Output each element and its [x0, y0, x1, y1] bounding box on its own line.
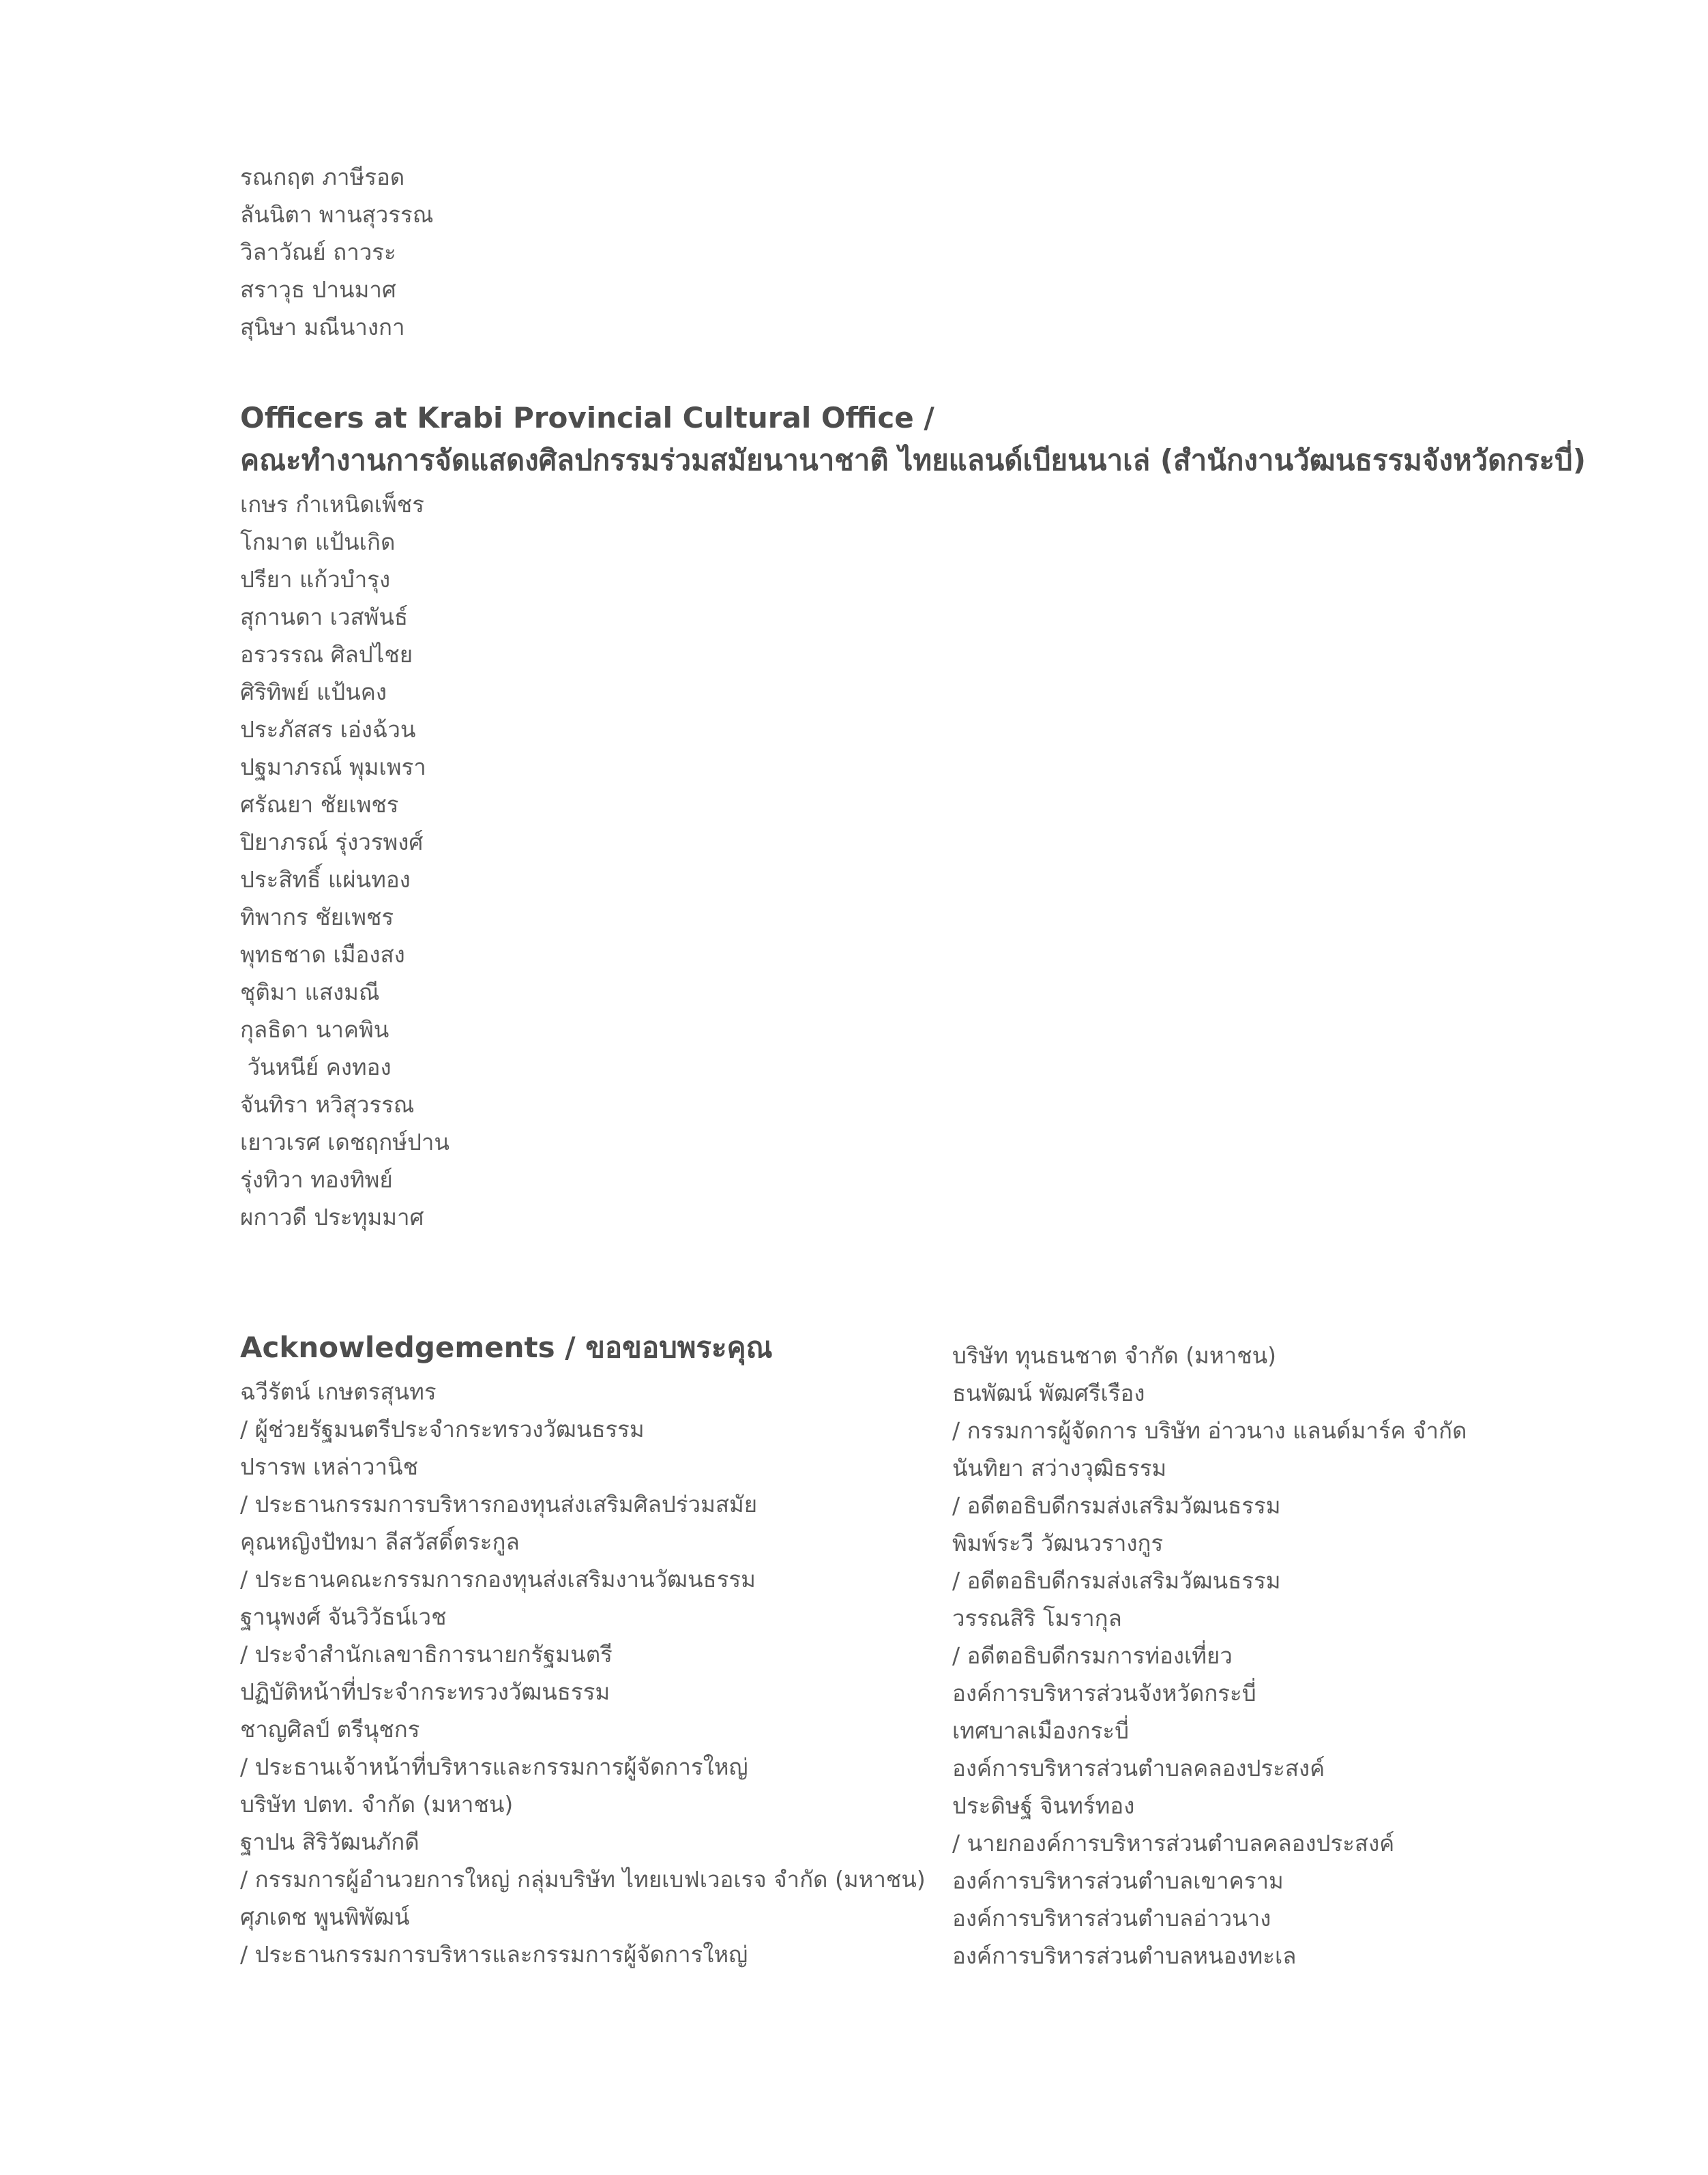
list-item: เยาวเรศ เดชฤกษ์ปาน [240, 1129, 450, 1155]
list-item: ประภัสสร เอ่งฉ้วน [240, 716, 416, 743]
list-item: อรวรรณ ศิลปไชย [240, 641, 413, 668]
list-item: สราวุธ ปานมาศ [240, 276, 396, 303]
list-item: ชุติมา แสงมณี [240, 979, 380, 1005]
list-item: พิมพ์ระวี วัฒนวรางกูร [952, 1530, 1164, 1556]
list-item: ศุภเดช พูนพิพัฒน์ [240, 1904, 410, 1930]
list-item: ปรียา แก้วบำรุง [240, 566, 391, 593]
list-item: ทิพากร ชัยเพชร [240, 904, 394, 930]
list-item: เทศบาลเมืองกระบี่ [952, 1717, 1130, 1744]
list-item: องค์การบริหารส่วนตำบลหนองทะเล [952, 1942, 1297, 1969]
acknowledgements-right-column [952, 1337, 1467, 1974]
list-item: / ประธานเจ้าหน้าที่บริหารและกรรมการผู้จัดการใหญ่ [240, 1754, 748, 1780]
list-item: ศิริทิพย์ แป้นคง [240, 679, 387, 705]
list-item: ฐาปน สิริวัฒนภักดี [240, 1829, 419, 1855]
list-item: ชาญศิลป์ ตรีนุชกร [240, 1716, 420, 1743]
list-item: จันทิรา หวิสุวรรณ [240, 1091, 415, 1118]
list-item: ศรัณยา ชัยเพชร [240, 791, 399, 818]
list-item: วันหนีย์ คงทอง [240, 1054, 392, 1080]
list-item: / อดีตอธิบดีกรมการท่องเที่ยว [952, 1642, 1233, 1669]
list-item: / อดีตอธิบดีกรมส่งเสริมวัฒนธรรม [952, 1567, 1281, 1594]
list-item: กุลธิดา นาคพิน [240, 1016, 389, 1043]
top-names-list [240, 158, 433, 346]
list-item: ปฐมาภรณ์ พุมเพรา [240, 754, 426, 780]
list-item: / อดีตอธิบดีกรมส่งเสริมวัฒนธรรม [952, 1492, 1281, 1519]
list-item: ปรารพ เหล่าวานิช [240, 1453, 418, 1480]
list-item: วรรณสิริ โมรากุล [952, 1605, 1122, 1631]
list-item: โกมาต แป้นเกิด [240, 529, 396, 555]
list-item: ลันนิตา พานสุวรรณ [240, 201, 434, 228]
list-item: / ผู้ช่วยรัฐมนตรีประจำกระทรวงวัฒนธรรม [240, 1416, 645, 1442]
list-item: ปฏิบัติหน้าที่ประจำกระทรวงวัฒนธรรม [240, 1678, 610, 1705]
list-item: เกษร กำเหนิดเพ็ชร [240, 491, 424, 518]
list-item: วิลาวัณย์ ถาวระ [240, 239, 396, 265]
list-item: นันทิยา สว่างวุฒิธรรม [952, 1455, 1167, 1481]
acknowledgements-left-list [240, 1373, 926, 1973]
list-item: องค์การบริหารส่วนตำบลเขาคราม [952, 1867, 1284, 1894]
list-item: สุนิษา มณีนางกา [240, 314, 405, 340]
list-item: ฉวีรัตน์ เกษตรสุนทร [240, 1378, 437, 1405]
list-item: รุ่งทิวา ทองทิพย์ [240, 1166, 393, 1193]
list-item: ปิยาภรณ์ รุ่งวรพงศ์ [240, 829, 424, 855]
list-item: พุทธชาด เมืองสง [240, 941, 405, 968]
list-item: ธนพัฒน์ พัฒศรีเรือง [952, 1380, 1145, 1406]
list-item: / ประธานกรรมการบริหารกองทุนส่งเสริมศิลปร่วมสมัย [240, 1491, 758, 1518]
list-item: ประดิษฐ์ จินทร์ทอง [952, 1792, 1135, 1819]
officers-heading-th: คณะทำงานการจัดแสดงศิลปกรรมร่วมสมัยนานาชาติ ไทยแลนด์เบียนนาเล่ (สำนักงานวัฒนธรรมจังหวัดกระบี่) [240, 443, 1586, 477]
acknowledgements-heading: Acknowledgements / ขอขอบพระคุณ [240, 1331, 773, 1364]
list-item: ผกาวดี ประทุมมาศ [240, 1204, 424, 1230]
officers-section [240, 397, 1586, 1236]
list-item: / กรรมการผู้จัดการ บริษัท อ่าวนาง แลนด์มาร์ค จำกัด [952, 1417, 1467, 1444]
list-item: ประสิทธิ์ แผ่นทอง [240, 866, 411, 893]
officers-heading-en: Officers at Krabi Provincial Cultural Office / [240, 401, 934, 434]
acknowledgements-left-column [240, 1327, 926, 1973]
list-item: / ประธานกรรมการบริหารและกรรมการผู้จัดการใหญ่ [240, 1941, 748, 1968]
officers-list [240, 486, 1586, 1236]
list-item: บริษัท ทุนธนชาต จำกัด (มหาชน) [952, 1342, 1277, 1369]
list-item: สุกานดา เวสพันธ์ [240, 604, 409, 630]
list-item: / กรรมการผู้อำนวยการใหญ่ กลุ่มบริษัท ไทยเบฟเวอเรจ จำกัด (มหาชน) [240, 1866, 926, 1893]
list-item: รณกฤต ภาษีรอด [240, 164, 405, 190]
list-item: บริษัท ปตท. จำกัด (มหาชน) [240, 1791, 514, 1818]
list-item: / นายกองค์การบริหารส่วนตำบลคลองประสงค์ [952, 1830, 1395, 1856]
list-item: คุณหญิงปัทมา ลีสวัสดิ์ตระกูล [240, 1528, 520, 1555]
list-item: องค์การบริหารส่วนตำบลคลองประสงค์ [952, 1755, 1325, 1781]
list-item: / ประธานคณะกรรมการกองทุนส่งเสริมงานวัฒนธรรม [240, 1566, 756, 1593]
list-item: ฐานุพงศ์ จันวิวัธน์เวช [240, 1603, 447, 1630]
list-item: องค์การบริหารส่วนตำบลอ่าวนาง [952, 1905, 1271, 1932]
list-item: / ประจำสำนักเลขาธิการนายกรัฐมนตรี [240, 1641, 613, 1668]
list-item: องค์การบริหารส่วนจังหวัดกระบี่ [952, 1680, 1256, 1706]
